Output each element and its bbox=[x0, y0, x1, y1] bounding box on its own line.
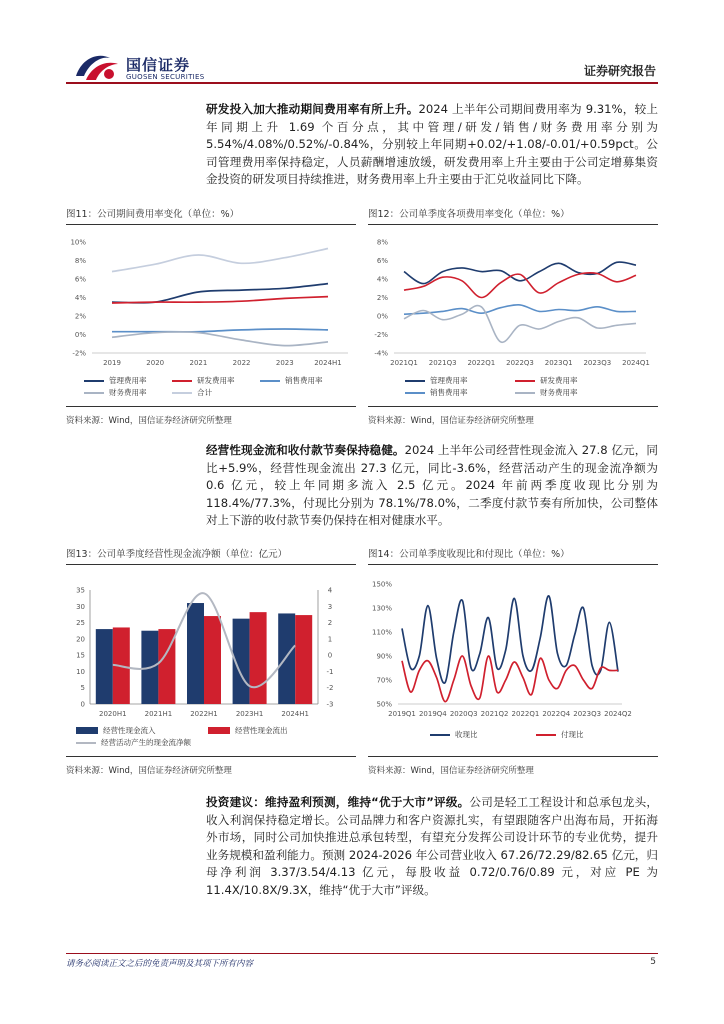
series-line bbox=[404, 273, 636, 298]
legend-item bbox=[405, 387, 468, 398]
y-right-tick-label: 0 bbox=[327, 651, 333, 660]
y-tick-label: 10% bbox=[70, 238, 86, 247]
paragraph-investment-advice bbox=[206, 794, 658, 900]
series-line bbox=[404, 262, 636, 284]
x-tick-label: 2023Q1 bbox=[544, 359, 573, 367]
paragraph-heading: 投资建议：维持盈利预测，维持“优于大市”评级。 bbox=[206, 795, 470, 809]
x-tick-label: 2021 bbox=[189, 359, 208, 367]
bar-outflow bbox=[204, 616, 221, 704]
x-tick-label: 2024Q1 bbox=[622, 359, 650, 367]
bar-inflow bbox=[278, 613, 295, 704]
legend-swatch bbox=[430, 734, 450, 736]
x-tick-label: 2020 bbox=[146, 359, 165, 367]
legend-label: 销售费用率 bbox=[285, 376, 323, 385]
x-tick-label: 2020Q3 bbox=[449, 710, 478, 718]
y-right-tick-label: 2 bbox=[327, 619, 333, 628]
figure-11-legend bbox=[84, 375, 354, 401]
bar-inflow bbox=[187, 603, 204, 704]
legend-swatch bbox=[76, 742, 96, 744]
figure-11-source: 资料来源：Wind，国信证券经济研究所整理 bbox=[66, 416, 232, 426]
legend-swatch bbox=[260, 380, 280, 382]
y-tick-label: 8% bbox=[74, 257, 86, 265]
y-tick-label: 10 bbox=[76, 667, 85, 676]
legend-item bbox=[172, 387, 212, 398]
legend-label: 财务费用率 bbox=[109, 388, 147, 397]
y-tick-label: 4% bbox=[376, 275, 388, 284]
figure-13-legend bbox=[76, 725, 356, 751]
disclaimer-note: 请务必阅读正文之后的免责声明及其项下所有内容 bbox=[66, 959, 254, 969]
figure-11-top-rule bbox=[66, 224, 356, 225]
y-tick-label: 70% bbox=[376, 676, 392, 685]
x-tick-label: 2020H1 bbox=[99, 710, 127, 718]
paragraph-body: 2024 上半年公司经营性现金流入 27.8 亿元，同比+5.9%，经营性现金流出 27.3 亿元，同比-3.6%，经营活动产生的现金流净额为 0.6 亿元，较上年同期多流入 2.5 亿元。2024 年前两季度收现比分别为 118.4%/77.3%，付现比分别为 78.1%/78.0%，二季度付款节奏有所加快，公司整体对上下游的收付款节奏仍保持在相对健康水平。 bbox=[206, 443, 658, 528]
brand-name: 国信证券 bbox=[126, 56, 191, 74]
x-tick-label: 2023Q3 bbox=[573, 710, 602, 718]
legend-item bbox=[260, 375, 323, 386]
x-tick-label: 2023Q3 bbox=[583, 359, 612, 367]
legend-label: 经营性现金流出 bbox=[235, 726, 288, 735]
x-tick-label: 2022Q4 bbox=[542, 710, 571, 718]
y-right-tick-label: -3 bbox=[326, 700, 334, 709]
legend-label: 收现比 bbox=[455, 730, 478, 739]
x-tick-label: 2021Q2 bbox=[480, 710, 509, 718]
figure-14-title: 图14：公司单季度收现比和付现比（单位：%） bbox=[368, 549, 570, 560]
figure-11-title: 图11：公司期间费用率变化（单位：%） bbox=[66, 209, 240, 220]
figure-13-title: 图13：公司单季度经营性现金流净额（单位：亿元） bbox=[66, 549, 288, 560]
series-line bbox=[112, 249, 328, 272]
y-tick-label: 0% bbox=[376, 312, 388, 321]
legend-swatch bbox=[76, 727, 98, 734]
legend-label: 付现比 bbox=[561, 730, 584, 739]
y-tick-label: 2% bbox=[376, 294, 388, 302]
legend-label: 销售费用率 bbox=[430, 388, 468, 397]
figure-12-source: 资料来源：Wind，国信证券经济研究所整理 bbox=[368, 416, 534, 426]
legend-swatch bbox=[172, 392, 192, 394]
series-line bbox=[112, 332, 328, 346]
figure-13-chart bbox=[66, 572, 356, 728]
figure-11-bottom-rule bbox=[66, 406, 356, 407]
figure-12-title: 图12：公司单季度各项费用率变化（单位：%） bbox=[368, 209, 570, 220]
figure-12-chart bbox=[368, 232, 658, 376]
x-tick-label: 2023H1 bbox=[235, 710, 264, 718]
y-tick-label: 110% bbox=[371, 628, 392, 637]
series-line bbox=[404, 305, 636, 314]
figure-13-bottom-rule bbox=[66, 756, 356, 757]
x-tick-label: 2024H1 bbox=[314, 359, 342, 367]
y-tick-label: 5 bbox=[80, 684, 85, 693]
legend-label: 经营活动产生的现金流净额 bbox=[101, 738, 191, 747]
x-tick-label: 2021H1 bbox=[144, 710, 173, 718]
x-tick-label: 2019 bbox=[103, 359, 121, 367]
y-tick-label: 30 bbox=[76, 602, 85, 611]
figure-14-top-rule bbox=[368, 564, 658, 565]
legend-item bbox=[208, 725, 288, 736]
y-tick-label: 15 bbox=[76, 651, 85, 660]
x-tick-label: 2022Q1 bbox=[467, 359, 496, 367]
y-right-tick-label: -2 bbox=[326, 684, 334, 693]
legend-label: 财务费用率 bbox=[540, 388, 578, 397]
x-tick-label: 2022Q1 bbox=[511, 710, 540, 718]
legend-item bbox=[84, 375, 147, 386]
legend-item bbox=[172, 375, 235, 386]
legend-item bbox=[536, 729, 584, 740]
figure-14-chart bbox=[368, 572, 658, 728]
x-tick-label: 2024H1 bbox=[281, 710, 309, 718]
y-right-tick-label: 1 bbox=[327, 635, 333, 644]
y-tick-label: 2% bbox=[74, 312, 86, 321]
figure-14-bottom-rule bbox=[368, 756, 658, 757]
header-divider bbox=[66, 82, 658, 84]
legend-swatch bbox=[405, 392, 425, 394]
paragraph-expense-ratio bbox=[206, 101, 658, 189]
legend-item bbox=[405, 375, 468, 386]
brand-name-en: GUOSEN SECURITIES bbox=[126, 73, 205, 81]
x-tick-label: 2022H1 bbox=[190, 710, 218, 718]
figure-14-source: 资料来源：Wind，国信证券经济研究所整理 bbox=[368, 766, 534, 776]
legend-swatch bbox=[405, 380, 425, 382]
legend-swatch bbox=[84, 392, 104, 394]
figure-12-legend bbox=[405, 375, 655, 401]
series-line bbox=[112, 297, 328, 303]
page-header bbox=[0, 0, 724, 90]
y-tick-label: 6% bbox=[376, 257, 388, 265]
y-tick-label: 25 bbox=[76, 619, 85, 628]
legend-label: 管理费用率 bbox=[430, 376, 468, 385]
legend-item bbox=[76, 737, 191, 748]
x-tick-label: 2021Q3 bbox=[428, 359, 457, 367]
x-tick-label: 2022 bbox=[232, 359, 251, 367]
figure-12-bottom-rule bbox=[368, 406, 658, 407]
footer-divider bbox=[66, 953, 658, 954]
legend-swatch bbox=[208, 727, 230, 734]
legend-swatch bbox=[515, 392, 535, 394]
paragraph-body: 2024 上半年公司期间费用率为 9.31%，较上年同期上升 1.69 个百分点，其中管理/研发/销售/财务费用率分别为 5.54%/4.08%/0.52%/-0.84%，分别较上年同期+0.02/+1.08/-0.01/+0.59pct。公司管理费用率保持稳定，人员薪酬增速放缓，研发费用率上升主要由于公司定增募集资金投资的研发项目持续推进，财务费用率上升主要由于汇兑收益同比下降。 bbox=[206, 102, 658, 187]
y-tick-label: 90% bbox=[376, 652, 392, 661]
y-tick-label: 20 bbox=[76, 635, 85, 644]
x-tick-label: 2024Q2 bbox=[604, 710, 632, 718]
x-tick-label: 2022Q3 bbox=[506, 359, 534, 367]
series-line bbox=[112, 284, 328, 303]
bar-outflow bbox=[295, 615, 312, 704]
figure-13-source: 资料来源：Wind，国信证券经济研究所整理 bbox=[66, 766, 232, 776]
figure-11-chart bbox=[66, 232, 356, 376]
legend-swatch bbox=[172, 380, 192, 382]
legend-swatch bbox=[515, 380, 535, 382]
y-right-tick-label: 4 bbox=[327, 586, 333, 595]
y-tick-label: 0% bbox=[74, 331, 86, 339]
y-tick-label: 50% bbox=[376, 700, 392, 709]
paragraph-heading: 研发投入加大推动期间费用率有所上升。 bbox=[206, 102, 419, 116]
legend-item bbox=[515, 387, 578, 398]
legend-label: 管理费用率 bbox=[109, 376, 147, 385]
legend-item bbox=[84, 387, 147, 398]
guosen-logo-icon bbox=[72, 50, 122, 84]
y-tick-label: 6% bbox=[74, 275, 86, 284]
legend-item bbox=[515, 375, 578, 386]
y-tick-label: 130% bbox=[371, 604, 392, 613]
figure-13-svg bbox=[66, 572, 356, 724]
y-right-tick-label: 3 bbox=[327, 602, 333, 611]
figure-12-top-rule bbox=[368, 224, 658, 225]
figure-11-svg bbox=[66, 232, 356, 372]
legend-label: 研发费用率 bbox=[197, 376, 235, 385]
page-number: 5 bbox=[650, 957, 656, 967]
figure-14-legend bbox=[430, 729, 650, 741]
y-tick-label: 150% bbox=[371, 580, 392, 589]
figure-14-svg bbox=[368, 572, 658, 724]
legend-item bbox=[430, 729, 478, 740]
series-line bbox=[402, 656, 618, 702]
report-type: 证券研究报告 bbox=[583, 64, 656, 78]
bar-inflow bbox=[96, 629, 113, 704]
series-line bbox=[112, 329, 328, 332]
legend-label: 合计 bbox=[197, 388, 212, 397]
y-tick-label: -2% bbox=[72, 349, 86, 358]
legend-label: 经营性现金流入 bbox=[103, 726, 156, 735]
legend-item bbox=[76, 725, 156, 736]
x-tick-label: 2023 bbox=[275, 359, 294, 367]
x-tick-label: 2019Q1 bbox=[388, 710, 416, 718]
y-tick-label: -4% bbox=[374, 349, 388, 358]
legend-label: 研发费用率 bbox=[540, 376, 578, 385]
figure-13-top-rule bbox=[66, 564, 356, 565]
legend-swatch bbox=[84, 380, 104, 382]
y-tick-label: 0 bbox=[80, 700, 85, 709]
y-tick-label: 4% bbox=[74, 294, 86, 302]
bar-outflow bbox=[250, 612, 267, 704]
y-tick-label: 35 bbox=[76, 586, 85, 595]
x-tick-label: 2021Q1 bbox=[390, 359, 418, 367]
y-tick-label: 8% bbox=[376, 238, 388, 247]
paragraph-heading: 经营性现金流和收付款节奏保持稳健。 bbox=[206, 443, 405, 457]
figure-12-svg bbox=[368, 232, 658, 372]
paragraph-body: 公司是轻工工程设计和总承包龙头，收入利润保持稳定增长。公司品牌力和客户资源扎实，有望跟随客户出海布局，开拓海外市场，同时公司加快推进总承包转型，有望充分发挥公司设计环节的专业优势，提升业务规模和盈利能力。预测 2024-2026 年公司营业收入 67.26/72.29/82.65 亿元，归母净利润 3.37/3.54/4.13 亿元，每股收益 0.72/0.76/0.89 元，对应 PE 为 11.4X/10.8X/9.3X，维持“优于大市”评级。 bbox=[206, 795, 658, 897]
paragraph-cash-flow bbox=[206, 442, 658, 530]
x-tick-label: 2019Q4 bbox=[418, 710, 447, 718]
legend-swatch bbox=[536, 734, 556, 736]
y-right-tick-label: -1 bbox=[326, 667, 334, 676]
y-tick-label: -2% bbox=[374, 331, 388, 339]
